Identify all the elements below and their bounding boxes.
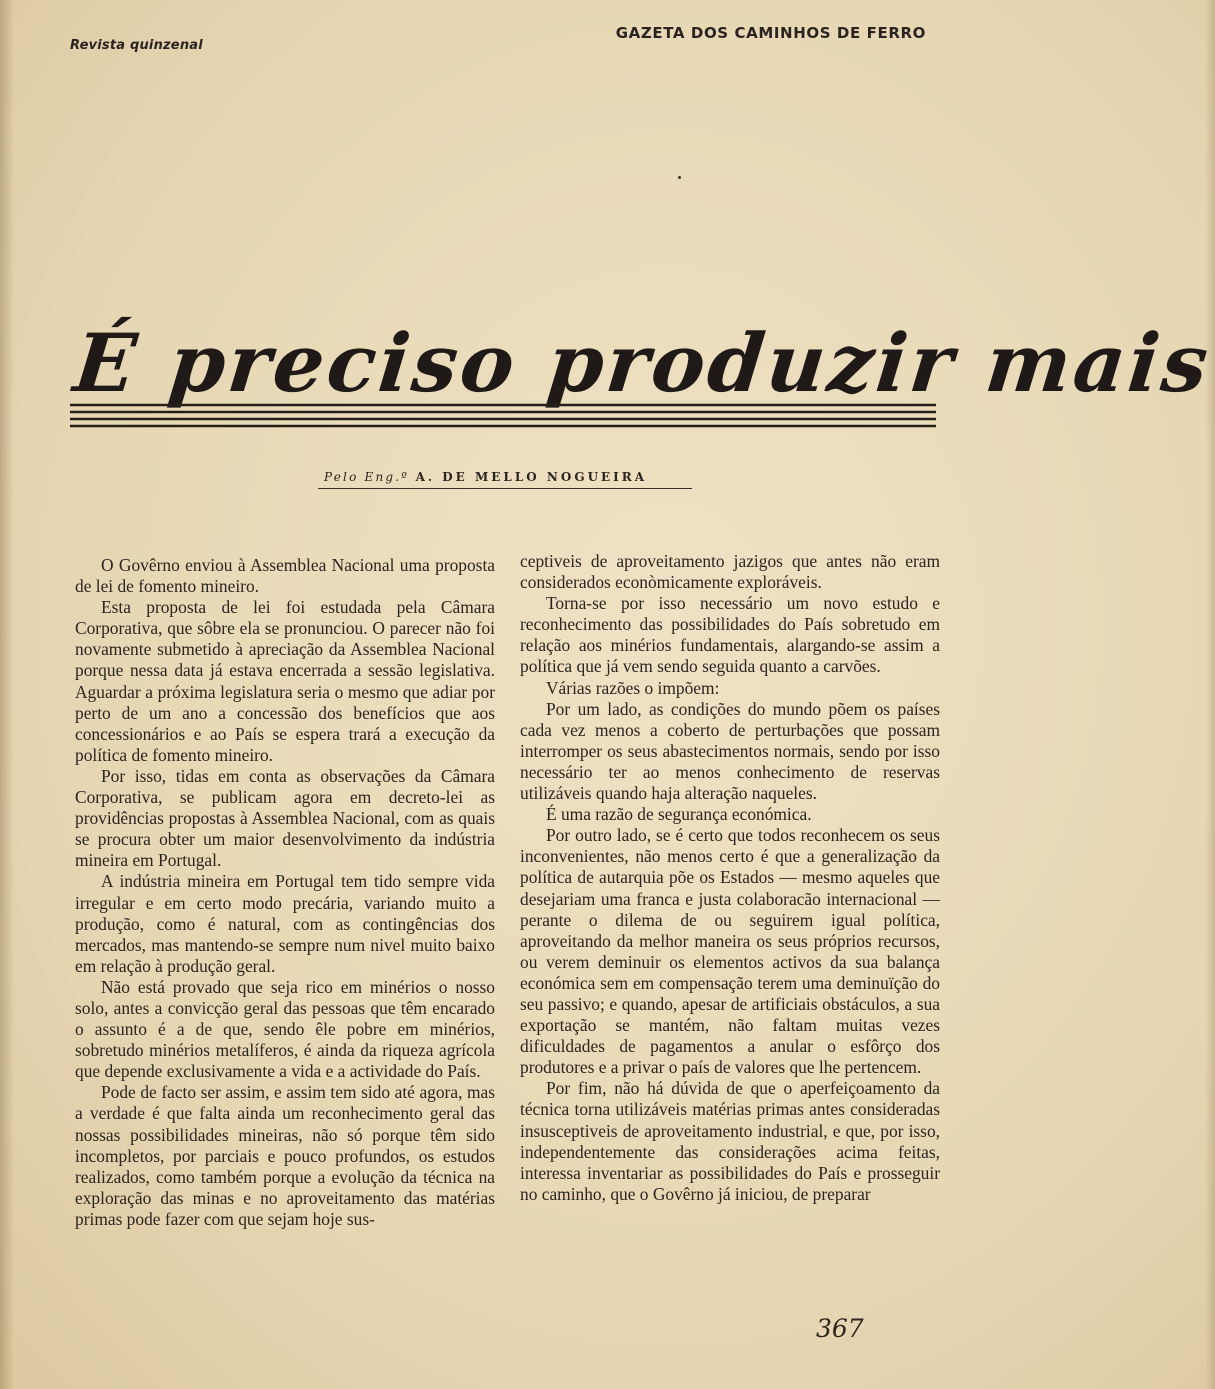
paragraph: É uma razão de segurança económica.: [546, 804, 812, 825]
running-header-right: GAZETA DOS CAMINHOS DE FERRO: [615, 24, 926, 42]
paragraph: Torna-se por isso necessário um novo estudo e reconhecimento das possibilidades do País sobretudo em relação aos minérios fundamentais, alargando-se assim a política que já vem sendo seguida quanto a carvões.: [520, 593, 940, 677]
paragraph: Pode de facto ser assim, e assim tem sido até agora, mas a verdade é que falta ainda um reconhecimento geral das nossas possibilidades mineiras, não só porque têm sido incompletos, por parciais e pouco profundos, os estudos realizados, como também porque a evolução da técnica na exploração das minas e no aproveitamento das matérias primas pode fazer com que sejam hoje sus-: [75, 1082, 495, 1229]
running-header-left: Revista quinzenal: [70, 38, 203, 53]
byline-prefix: Pelo Eng.º: [324, 470, 410, 484]
paragraph: Não está provado que seja rico em minérios o nosso solo, antes a convicção geral das pessoas que têm encarado o assunto é a de que, sendo êle pobre em minérios, sobretudo minérios metalíferos, é ainda da riqueza agrícola que depende exclusivamente a vida e a actividade do País.: [75, 976, 495, 1082]
paragraph-continuation: ceptiveis de aproveitamento jazigos que antes não eram considerados econòmicamente exploráveis.: [520, 551, 940, 593]
text-column-right: [520, 551, 940, 1205]
paragraph: Por um lado, as condições do mundo põem os países cada vez menos a coberto de perturbações que possam interromper os seus abastecimentos normais, sendo por isso necessário ter ao menos conhecimento de reservas utilizáveis quando haja alteração naqueles.: [520, 698, 940, 804]
page-number: 367: [816, 1314, 864, 1343]
paragraph: Por outro lado, se é certo que todos reconhecem os seus inconvenientes, não menos certo é que a generalização da política de autarquia põe os Estados — mesmo aqueles que desejariam uma franca e justa colaboracão internacional — perante o dilema de ou seguirem igual política, aproveitando da melhor maneira os seus próprios recursos, ou verem deminuir os elementos activos da sua balança económica sem em compensação terem uma deminuïção do seu passivo; e quando, apesar de artificiais obstáculos, a sua exportação se mantém, não faltam muitas vezes dificuldades de pagamentos a anular o esfôrço dos produtores e a privar o país de valores que lhe pertencem.: [520, 825, 940, 1078]
byline: [324, 470, 647, 484]
paragraph: Por isso, tidas em conta as observações da Câmara Corporativa, se publicam agora em decreto-lei as providências propostas à Assemblea Nacional, com as quais se procura obter um maior desenvolvimento da indústria mineira em Portugal.: [75, 765, 495, 871]
title-underline-rules: [70, 402, 936, 432]
text-column-left: [75, 555, 495, 1230]
paragraph: A indústria mineira em Portugal tem tido sempre vida irregular e em certo modo precária, variando muito a produção, como é natural, com as contingências dos mercados, mas mantendo-se sempre num nivel muito baixo em relação à produção geral.: [75, 871, 495, 976]
paragraph: Várias razões o impõem:: [546, 677, 720, 698]
article-title: É preciso produzir mais: [69, 316, 1215, 410]
paragraph: Por fim, não há dúvida de que o aperfeiçoamento da técnica torna utilizáveis matérias primas antes consideradas insusceptiveis de aproveitamento industrial, e que, por isso, independentemente das considerações acima feitas, interessa inventariar as possibilidades do País e prosseguir no caminho, que o Govêrno já iniciou, de preparar: [520, 1078, 940, 1204]
paragraph: O Govêrno enviou à Assemblea Nacional uma proposta de lei de fomento mineiro.: [75, 555, 495, 597]
paragraph: Esta proposta de lei foi estudada pela Câmara Corporativa, que sôbre ela se pronunciou. O parecer não foi novamente submetido à apreciação da Assemblea Nacional porque nessa data já estava encerrada a sessão legislativa. Aguardar a próxima legislatura seria o mesmo que adiar por perto de um ano a concessão dos benefícios que aos concessionários e ao País se espera trará a execução da política de fomento mineiro.: [75, 597, 495, 765]
byline-author: A. DE MELLO NOGUEIRA: [415, 470, 648, 484]
byline-rule: [318, 488, 692, 489]
print-speck: [678, 176, 681, 179]
